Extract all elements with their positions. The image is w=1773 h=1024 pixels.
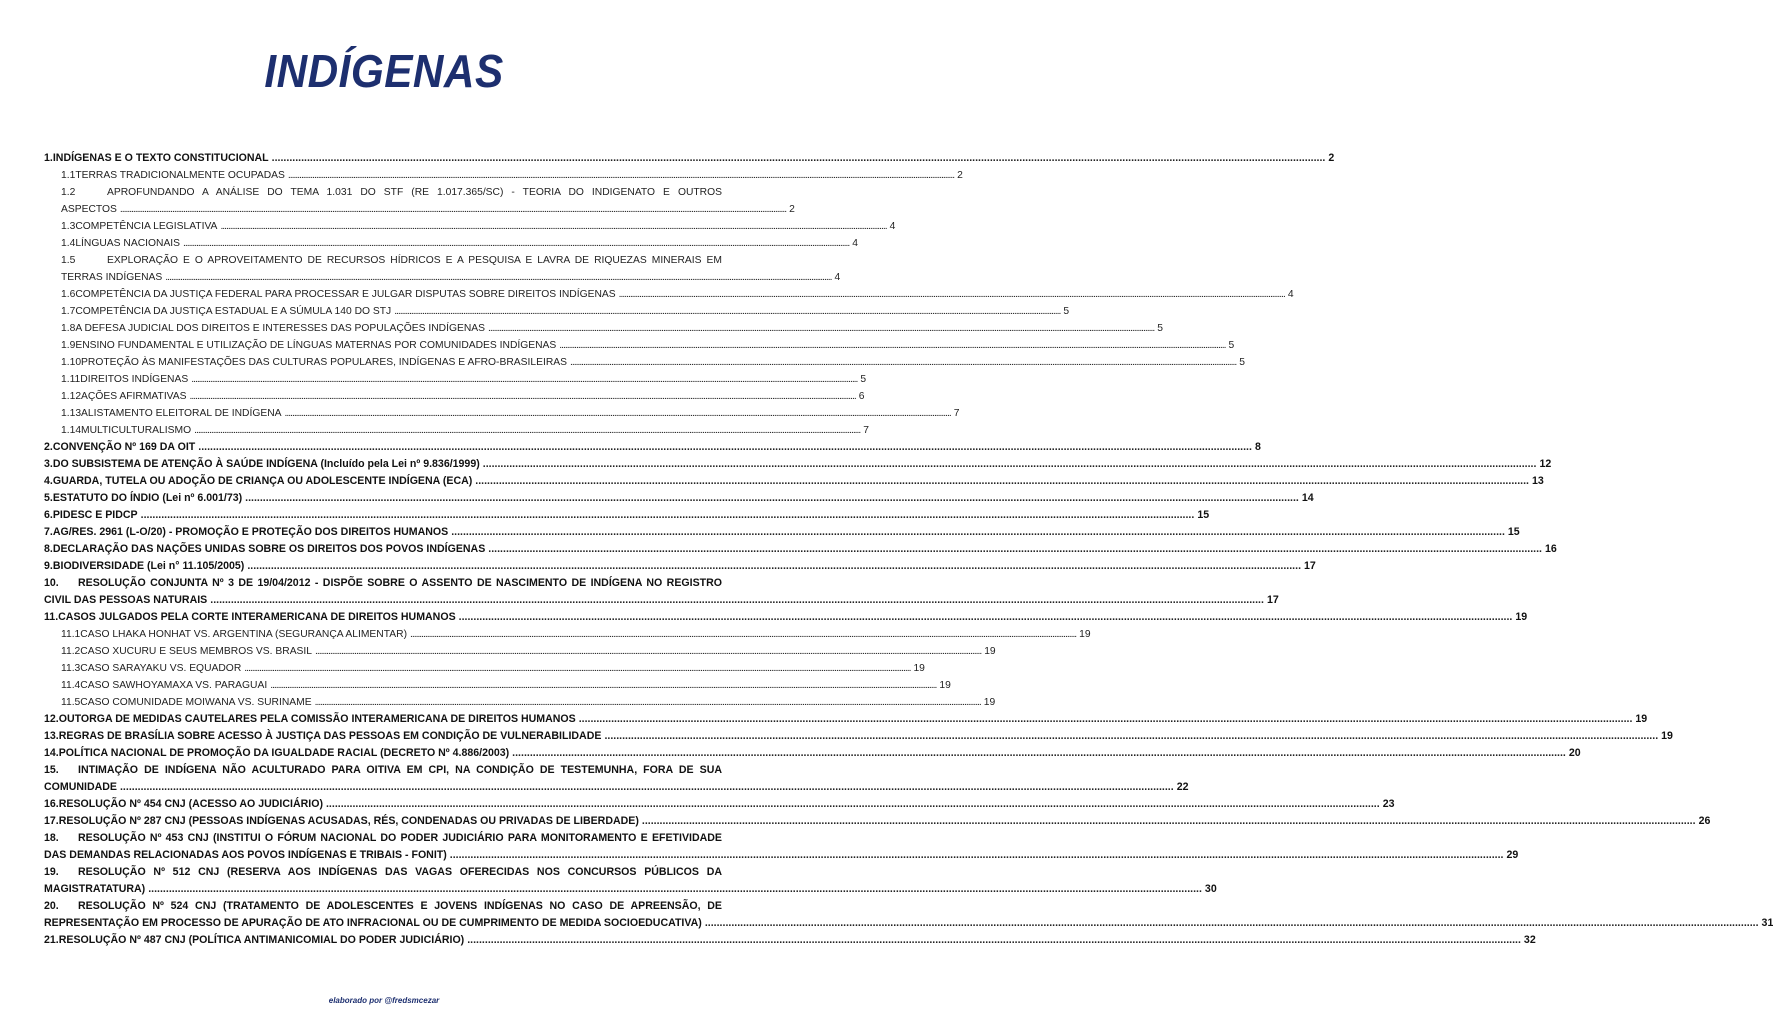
toc-title-continued: MAGISTRATATURA) — [44, 883, 146, 895]
toc-section[interactable] — [44, 830, 1519, 864]
toc-number: 1.5 — [61, 255, 76, 266]
toc-leader-dots — [120, 201, 786, 218]
toc-page-number: 5 — [860, 374, 867, 385]
toc-title: PROTEÇÃO ÀS MANIFESTAÇÕES DAS CULTURAS POPULARES, INDÍGENAS E AFRO-BRASILEIRAS — [81, 357, 568, 368]
toc-page-number: 16 — [1544, 543, 1557, 555]
toc-number: 1.9 — [61, 340, 76, 351]
toc-leader-dots — [315, 694, 981, 711]
toc-leader-dots — [488, 541, 1542, 558]
toc-title: ESTATUTO DO ÍNDIO (Lei nº 6.001/73) — [52, 492, 243, 504]
toc-subsection[interactable] — [44, 388, 865, 405]
toc-number: 1.4 — [61, 238, 76, 249]
toc-section[interactable] — [44, 796, 1395, 813]
toc-leader-dots — [288, 167, 954, 184]
toc-page-number: 19 — [983, 697, 996, 708]
toc-number: 1.7 — [61, 306, 76, 317]
toc-number: 10. — [44, 577, 59, 589]
toc-subsection[interactable] — [44, 320, 1163, 337]
toc-number: 3. — [44, 458, 53, 470]
toc-leader-dots — [148, 881, 1202, 898]
toc-number: 1.13 — [61, 408, 82, 419]
toc-page-number: 32 — [1523, 934, 1536, 946]
toc-leader-dots — [642, 813, 1696, 830]
toc-title-continued: ASPECTOS — [61, 204, 117, 215]
toc-number: 4. — [44, 475, 53, 487]
toc-title: REGRAS DE BRASÍLIA SOBRE ACESSO À JUSTIÇA DAS PESSOAS EM CONDIÇÃO DE VULNERABILIDADE — [58, 730, 602, 742]
toc-section[interactable] — [44, 439, 1261, 456]
toc-page-number: 5 — [1063, 306, 1070, 317]
toc-title: RESOLUÇÃO CONJUNTA Nº 3 DE 19/04/2012 - DISPÕE SOBRE O ASSENTO DE NASCIMENTO DE INDÍGENA NO REGISTRO — [78, 577, 722, 589]
toc-number: 19. — [44, 866, 59, 878]
toc-page-number: 2 — [1328, 152, 1335, 164]
toc-section[interactable] — [44, 541, 1557, 558]
toc-title: RESOLUÇÃO Nº 512 CNJ (RESERVA AOS INDÍGENAS DAS VAGAS OFERECIDAS NOS CONCURSOS PÚBLICOS DA — [78, 866, 722, 878]
toc-leader-dots — [190, 388, 856, 405]
toc-page-number: 7 — [863, 425, 869, 436]
toc-title: GUARDA, TUTELA OU ADOÇÃO DE CRIANÇA OU ADOLESCENTE INDÍGENA (ECA) — [52, 475, 473, 487]
toc-title: COMPETÊNCIA DA JUSTIÇA FEDERAL PARA PROCESSAR E JULGAR DISPUTAS SOBRE DIREITOS INDÍGENAS — [75, 289, 616, 300]
toc-leader-dots — [604, 728, 1658, 745]
toc-leader-dots — [619, 286, 1285, 303]
toc-page-number: 5 — [1228, 340, 1235, 351]
toc-number: 1.2 — [61, 187, 76, 198]
footer-credit: elaborado por @fredsmcezar — [328, 996, 440, 1005]
toc-title: CASO COMUNIDADE MOIWANA VS. SURINAME — [80, 697, 312, 708]
toc-title: CASOS JULGADOS PELA CORTE INTERAMERICANA DE DIREITOS HUMANOS — [58, 611, 456, 623]
toc-page-number: 2 — [789, 204, 795, 215]
toc-leader-dots — [272, 150, 1326, 167]
toc-section[interactable] — [44, 575, 1279, 609]
toc-section[interactable] — [44, 456, 1552, 473]
toc-number: 18. — [44, 832, 59, 844]
toc-subsection[interactable] — [44, 694, 996, 711]
toc-title: AÇÕES AFIRMATIVAS — [81, 391, 187, 402]
toc-number: 1.6 — [61, 289, 76, 300]
toc-subsection[interactable] — [44, 235, 858, 252]
toc-number: 17. — [44, 815, 59, 827]
toc-title: RESOLUÇÃO Nº 524 CNJ (TRATAMENTO DE ADOLESCENTES E JOVENS INDÍGENAS NO CASO DE APREENSÃO, DE — [78, 900, 722, 912]
toc-number: 11.1 — [61, 629, 81, 640]
toc-number: 1.1 — [61, 170, 76, 181]
toc-leader-dots — [120, 779, 1174, 796]
toc-number: 15. — [44, 764, 59, 776]
toc-page-number: 30 — [1204, 883, 1217, 895]
toc-leader-dots — [475, 473, 1529, 490]
toc-title: CONVENÇÃO Nº 169 DA OIT — [52, 441, 196, 453]
toc-title: DECLARAÇÃO DAS NAÇÕES UNIDAS SOBRE OS DIREITOS DOS POVOS INDÍGENAS — [52, 543, 486, 555]
toc-leader-dots — [579, 711, 1633, 728]
toc-section[interactable] — [44, 150, 1335, 167]
toc-section[interactable] — [44, 762, 1189, 796]
toc-section[interactable] — [44, 490, 1314, 507]
toc-leader-dots — [247, 558, 1301, 575]
toc-subsection[interactable] — [44, 371, 867, 388]
toc-page-number: 7 — [953, 408, 960, 419]
toc-leader-dots — [459, 609, 1513, 626]
toc-leader-dots — [512, 745, 1566, 762]
toc-number: 13. — [44, 730, 59, 742]
toc-number: 2. — [44, 441, 53, 453]
toc-number: 21. — [44, 934, 59, 946]
toc-title-continued: REPRESENTAÇÃO EM PROCESSO DE APURAÇÃO DE ATO INFRACIONAL OU DE CUMPRIMENTO DE MEDIDA SOCIOEDUCATIVA) — [44, 917, 702, 929]
toc-title: POLÍTICA NACIONAL DE PROMOÇÃO DA IGUALDADE RACIAL (DECRETO Nº 4.886/2003) — [58, 747, 510, 759]
toc-section[interactable] — [44, 558, 1316, 575]
toc-title: APROFUNDANDO A ANÁLISE DO TEMA 1.031 DO STF (RE 1.017.365/SC) - TEORIA DO INDIGENATO E OUTROS — [107, 187, 722, 198]
toc-leader-dots — [559, 337, 1225, 354]
toc-title: A DEFESA JUDICIAL DOS DIREITOS E INTERESSES DAS POPULAÇÕES INDÍGENAS — [75, 323, 486, 334]
toc-number: 11.4 — [61, 680, 81, 691]
toc-leader-dots — [245, 490, 1299, 507]
toc-page-number: 4 — [1287, 289, 1294, 300]
toc-number: 1.10 — [61, 357, 82, 368]
toc-leader-dots — [198, 439, 1252, 456]
toc-page-number: 5 — [1157, 323, 1163, 334]
toc-title: DO SUBSISTEMA DE ATENÇÃO À SAÚDE INDÍGENA (Incluído pela Lei nº 9.836/1999) — [52, 458, 480, 470]
toc-leader-dots — [467, 932, 1521, 949]
toc-page-number: 22 — [1176, 781, 1189, 793]
toc-page-number: 5 — [1239, 357, 1245, 368]
toc-number: 9. — [44, 560, 53, 572]
toc-subsection[interactable] — [44, 218, 896, 235]
toc-number: 1. — [44, 152, 53, 164]
toc-leader-dots — [191, 371, 857, 388]
toc-page-number: 19 — [984, 646, 996, 657]
toc-title: AG/RES. 2961 (L-O/20) - PROMOÇÃO E PROTEÇÃO DOS DIREITOS HUMANOS — [52, 526, 449, 538]
toc-number: 12. — [44, 713, 59, 725]
table-of-contents — [44, 150, 1773, 949]
toc-number: 16. — [44, 798, 59, 810]
toc-number: 7. — [44, 526, 53, 538]
toc-title: CASO SARAYAKU VS. EQUADOR — [80, 663, 242, 674]
toc-leader-dots — [451, 524, 1505, 541]
toc-leader-dots — [570, 354, 1236, 371]
toc-section[interactable] — [44, 728, 1673, 745]
toc-title: EXPLORAÇÃO E O APROVEITAMENTO DE RECURSOS HÍDRICOS E A PESQUISA E LAVRA DE RIQUEZAS MINERAIS EM — [107, 255, 722, 266]
toc-title: INDÍGENAS E O TEXTO CONSTITUCIONAL — [52, 152, 269, 164]
toc-title: RESOLUÇÃO Nº 453 CNJ (INSTITUI O FÓRUM NACIONAL DO PODER JUDICIÁRIO PARA MONITORAMENTO E EFETIVIDADE — [78, 832, 722, 844]
toc-number: 1.14 — [61, 425, 82, 436]
toc-leader-dots — [194, 422, 860, 439]
toc-leader-dots — [315, 643, 981, 660]
toc-leader-dots — [141, 507, 1195, 524]
toc-title: CASO LHAKA HONHAT VS. ARGENTINA (SEGURANÇA ALIMENTAR) — [80, 629, 407, 640]
toc-number: 11.2 — [61, 646, 81, 657]
toc-section[interactable] — [44, 813, 1711, 830]
toc-page-number: 8 — [1254, 441, 1261, 453]
toc-section[interactable] — [44, 609, 1528, 626]
toc-page-number: 17 — [1266, 594, 1279, 606]
toc-number: 1.3 — [61, 221, 76, 232]
toc-number: 11.5 — [61, 697, 81, 708]
toc-section[interactable] — [44, 932, 1536, 949]
toc-page-number: 29 — [1506, 849, 1519, 861]
toc-leader-dots — [270, 677, 936, 694]
toc-page-number: 19 — [939, 680, 951, 691]
toc-title: RESOLUÇÃO Nº 487 CNJ (POLÍTICA ANTIMANICOMIAL DO PODER JUDICIÁRIO) — [58, 934, 465, 946]
toc-title: INTIMAÇÃO DE INDÍGENA NÃO ACULTURADO PARA OITIVA EM CPI, NA CONDIÇÃO DE TESTEMUNHA, FORA DE SUA — [78, 764, 722, 776]
toc-title: TERRAS TRADICIONALMENTE OCUPADAS — [75, 170, 285, 181]
toc-leader-dots — [220, 218, 886, 235]
toc-section[interactable] — [44, 524, 1520, 541]
toc-title: COMPETÊNCIA DA JUSTIÇA ESTADUAL E A SÚMULA 140 DO STJ — [75, 306, 392, 317]
toc-leader-dots — [285, 405, 951, 422]
page-title: INDÍGENAS — [264, 45, 504, 97]
toc-page-number: 4 — [889, 221, 896, 232]
toc-page-number: 23 — [1382, 798, 1395, 810]
toc-title-continued: COMUNIDADE — [44, 781, 117, 793]
toc-page-number: 20 — [1568, 747, 1581, 759]
toc-section[interactable] — [44, 864, 1217, 898]
toc-leader-dots — [450, 847, 1504, 864]
toc-subsection[interactable] — [44, 303, 1070, 320]
toc-subsection[interactable] — [44, 660, 925, 677]
toc-title-continued: CIVIL DAS PESSOAS NATURAIS — [44, 594, 208, 606]
toc-subsection[interactable] — [44, 167, 963, 184]
toc-number: 6. — [44, 509, 53, 521]
toc-page-number: 19 — [1661, 730, 1673, 742]
toc-leader-dots — [394, 303, 1060, 320]
toc-leader-dots — [705, 915, 1759, 932]
toc-title: BIODIVERSIDADE (Lei n° 11.105/2005) — [52, 560, 245, 572]
toc-number: 20. — [44, 900, 59, 912]
toc-number: 11.3 — [61, 663, 81, 674]
toc-number: 1.8 — [61, 323, 76, 334]
toc-section[interactable] — [44, 745, 1581, 762]
toc-subsection[interactable] — [44, 626, 1091, 643]
toc-title: DIREITOS INDÍGENAS — [80, 374, 189, 385]
toc-leader-dots — [488, 320, 1154, 337]
toc-leader-dots — [165, 269, 831, 286]
toc-title-continued: TERRAS INDÍGENAS — [61, 272, 163, 283]
toc-page-number: 6 — [858, 391, 865, 402]
toc-subsection[interactable] — [44, 422, 869, 439]
toc-number: 5. — [44, 492, 53, 504]
toc-leader-dots — [410, 626, 1076, 643]
toc-number: 8. — [44, 543, 53, 555]
toc-title: CASO SAWHOYAMAXA VS. PARAGUAI — [80, 680, 268, 691]
toc-page-number: 19 — [1515, 611, 1528, 623]
toc-page-number: 14 — [1301, 492, 1314, 504]
toc-leader-dots — [210, 592, 1264, 609]
toc-title: PIDESC E PIDCP — [52, 509, 138, 521]
toc-title: RESOLUÇÃO Nº 287 CNJ (PESSOAS INDÍGENAS ACUSADAS, RÉS, CONDENADAS OU PRIVADAS DE LIBERDADE) — [58, 815, 639, 827]
toc-title: LÍNGUAS NACIONAIS — [75, 238, 181, 249]
toc-title: RESOLUÇÃO Nº 454 CNJ (ACESSO AO JUDICIÁRIO) — [58, 798, 323, 810]
toc-number: 14. — [44, 747, 59, 759]
toc-subsection[interactable] — [44, 354, 1245, 371]
toc-page-number: 4 — [834, 272, 841, 283]
toc-section[interactable] — [44, 473, 1544, 490]
toc-page-number: 15 — [1507, 526, 1520, 538]
toc-title: MULTICULTURALISMO — [81, 425, 192, 436]
toc-leader-dots — [244, 660, 910, 677]
toc-subsection[interactable] — [44, 184, 795, 218]
toc-page-number: 19 — [1635, 713, 1648, 725]
toc-subsection[interactable] — [44, 252, 841, 286]
toc-page-number: 4 — [852, 238, 858, 249]
toc-section[interactable] — [44, 507, 1210, 524]
toc-title: ENSINO FUNDAMENTAL E UTILIZAÇÃO DE LÍNGUAS MATERNAS POR COMUNIDADES INDÍGENAS — [75, 340, 557, 351]
toc-page-number: 19 — [913, 663, 925, 674]
toc-section[interactable] — [44, 711, 1648, 728]
toc-number: 1.12 — [61, 391, 82, 402]
toc-section[interactable] — [44, 898, 1773, 932]
toc-subsection[interactable] — [44, 286, 1294, 303]
toc-page-number: 12 — [1539, 458, 1552, 470]
toc-leader-dots — [326, 796, 1380, 813]
toc-title: ALISTAMENTO ELEITORAL DE INDÍGENA — [81, 408, 282, 419]
toc-number: 1.11 — [61, 374, 81, 385]
toc-subsection[interactable] — [44, 643, 996, 660]
toc-subsection[interactable] — [44, 337, 1235, 354]
toc-page-number: 26 — [1698, 815, 1711, 827]
toc-page-number: 19 — [1079, 629, 1091, 640]
toc-title: OUTORGA DE MEDIDAS CAUTELARES PELA COMISSÃO INTERAMERICANA DE DIREITOS HUMANOS — [58, 713, 576, 725]
toc-page-number: 31 — [1761, 917, 1773, 929]
toc-subsection[interactable] — [44, 677, 951, 694]
toc-title-continued: DAS DEMANDAS RELACIONADAS AOS POVOS INDÍGENAS E TRIBAIS - FONIT) — [44, 849, 447, 861]
toc-page-number: 17 — [1304, 560, 1316, 572]
toc-page-number: 15 — [1197, 509, 1210, 521]
toc-title: CASO XUCURU E SEUS MEMBROS VS. BRASIL — [80, 646, 313, 657]
toc-subsection[interactable] — [44, 405, 960, 422]
toc-leader-dots — [183, 235, 849, 252]
toc-page-number: 13 — [1531, 475, 1544, 487]
toc-leader-dots — [483, 456, 1537, 473]
toc-number: 11. — [44, 611, 59, 623]
toc-page-number: 2 — [957, 170, 963, 181]
toc-title: COMPETÊNCIA LEGISLATIVA — [75, 221, 218, 232]
